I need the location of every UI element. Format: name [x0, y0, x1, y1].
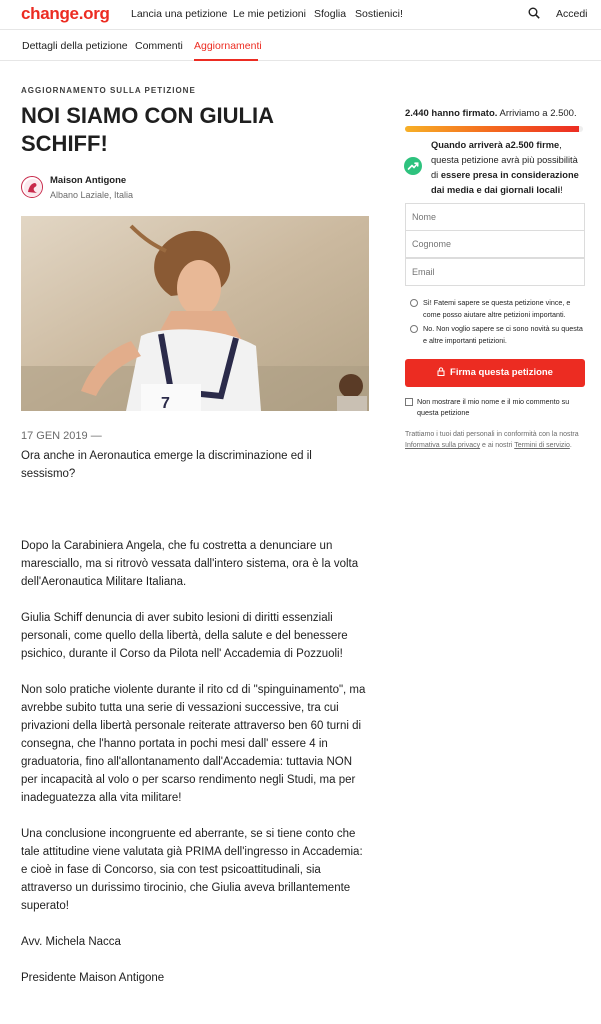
- goal-end: !: [560, 185, 563, 195]
- progress-fill: [405, 126, 579, 132]
- signature-count: [405, 108, 577, 119]
- update-kicker: AGGIORNAMENTO SULLA PETIZIONE: [21, 86, 196, 95]
- sign-petition-button[interactable]: [405, 359, 585, 387]
- tab-comments[interactable]: Commenti: [135, 40, 183, 52]
- sign-button-label: Firma questa petizione: [450, 367, 553, 378]
- update-subtitle: Ora anche in Aeronautica emerge la discriminazione ed il sessismo?: [21, 450, 312, 480]
- active-tab-indicator: [194, 59, 258, 61]
- tab-details[interactable]: Dettagli della petizione: [22, 40, 128, 52]
- update-body: [21, 537, 371, 1005]
- author-avatar[interactable]: [21, 176, 43, 198]
- goal-bold-1: Quando arriverà a2.500 firme: [431, 140, 560, 150]
- goal-bold-2: essere presa in considerazione dai media e dai giornali locali: [431, 170, 579, 195]
- hide-name-label[interactable]: Non mostrare il mio nome e il mio commento su questa petizione: [417, 397, 570, 417]
- signature-title: Presidente Maison Antigone: [21, 972, 165, 984]
- tab-updates[interactable]: Aggiornamenti: [194, 40, 262, 52]
- update-date: 17 GEN 2019 —: [21, 430, 102, 442]
- email-field[interactable]: [405, 258, 585, 286]
- change-org-logo[interactable]: change.org: [21, 4, 110, 23]
- body-paragraph: Dopo la Carabiniera Angela, che fu costretta a denunciare un maresciallo, ma si ritrovò vessata dall'intero sistema, ora è la volta dell'Aeronautica Militare Italiana.: [21, 540, 359, 588]
- search-icon[interactable]: [528, 7, 540, 19]
- top-navigation: [0, 0, 601, 30]
- update-photo: [21, 216, 369, 411]
- body-paragraph: Non solo pratiche violente durante il rito cd di "spinguinamento", ma avrebbe subito tutta una serie di vessazioni successive, tra cui privazioni della libertà personale reiterate attraverso ben 60 turni di consegna, che l'hanno portata in pochi mesi dall' essere 4 in graduatoria, fino all'allontanamento dall'Accademia: tuttavia NON per incapacità al volo o per scarso rendimento negli Studi, ma per inadeguatezza alla vita militare!: [21, 684, 366, 804]
- trending-up-icon: [404, 157, 422, 175]
- nav-link-support[interactable]: Sostienici!: [355, 8, 403, 20]
- update-title: NOI SIAMO CON GIULIA SCHIFF!: [21, 103, 274, 156]
- radio-opt-in-label[interactable]: Sì! Fatemi sapere se questa petizione vince, e come posso aiutare altre petizioni importanti.: [423, 298, 571, 319]
- privacy-prefix: Trattiamo i tuoi dati personali in conformità con la nostra: [405, 431, 579, 438]
- goal-count-text: Arriviamo a 2.500.: [499, 108, 577, 119]
- signed-count-text: 2.440 hanno firmato.: [405, 108, 498, 119]
- author-name[interactable]: Maison Antigone: [50, 175, 127, 186]
- radio-opt-out[interactable]: [410, 325, 418, 333]
- nav-link-my-petitions[interactable]: Le mie petizioni: [233, 8, 306, 20]
- privacy-mid: e ai nostri: [480, 442, 515, 449]
- privacy-policy-link[interactable]: Informativa sulla privacy: [405, 442, 481, 449]
- goal-message: [431, 138, 587, 198]
- first-name-field[interactable]: [405, 203, 585, 231]
- terms-of-service-link[interactable]: Termini di servizio: [514, 442, 570, 449]
- svg-text:7: 7: [161, 395, 170, 411]
- privacy-notice: [405, 429, 587, 451]
- body-paragraph: Una conclusione incongruente ed aberrante, se si tiene conto che tale attitudine viene valutata già PRIMA dell'ingresso in Accademia: e cioè in fase di Concorso, sia con test psicoattitudinali, sia attraverso un durissimo tirocinio, che Giulia aveva brillantemente superato!: [21, 828, 363, 912]
- signature-progress-bar: [405, 126, 583, 132]
- nav-link-start-petition[interactable]: Lancia una petizione: [131, 8, 228, 20]
- body-paragraph: Giulia Schiff denuncia di aver subito lesioni di diritti essenziali personali, come quello della libertà, della salute e del benessere psichico, durante il Corso da Pilota nell' Accademia di Pozzuoli!: [21, 612, 348, 660]
- radio-opt-in[interactable]: [410, 299, 418, 307]
- hide-name-checkbox[interactable]: [405, 398, 413, 406]
- radio-opt-out-label[interactable]: No. Non voglio sapere se ci sono novità su questa e altre importanti petizioni.: [423, 324, 583, 345]
- last-name-field[interactable]: [405, 230, 585, 258]
- lock-icon: [437, 367, 445, 376]
- petition-tabs: [0, 31, 601, 61]
- author-location: Albano Laziale, Italia: [50, 190, 134, 200]
- signature-name: Avv. Michela Nacca: [21, 936, 121, 948]
- privacy-end: .: [569, 442, 572, 449]
- goal-mid: , questa petizione avrà più possibilità di: [431, 140, 578, 180]
- login-link[interactable]: Accedi: [556, 8, 588, 20]
- nav-link-browse[interactable]: Sfoglia: [314, 8, 347, 20]
